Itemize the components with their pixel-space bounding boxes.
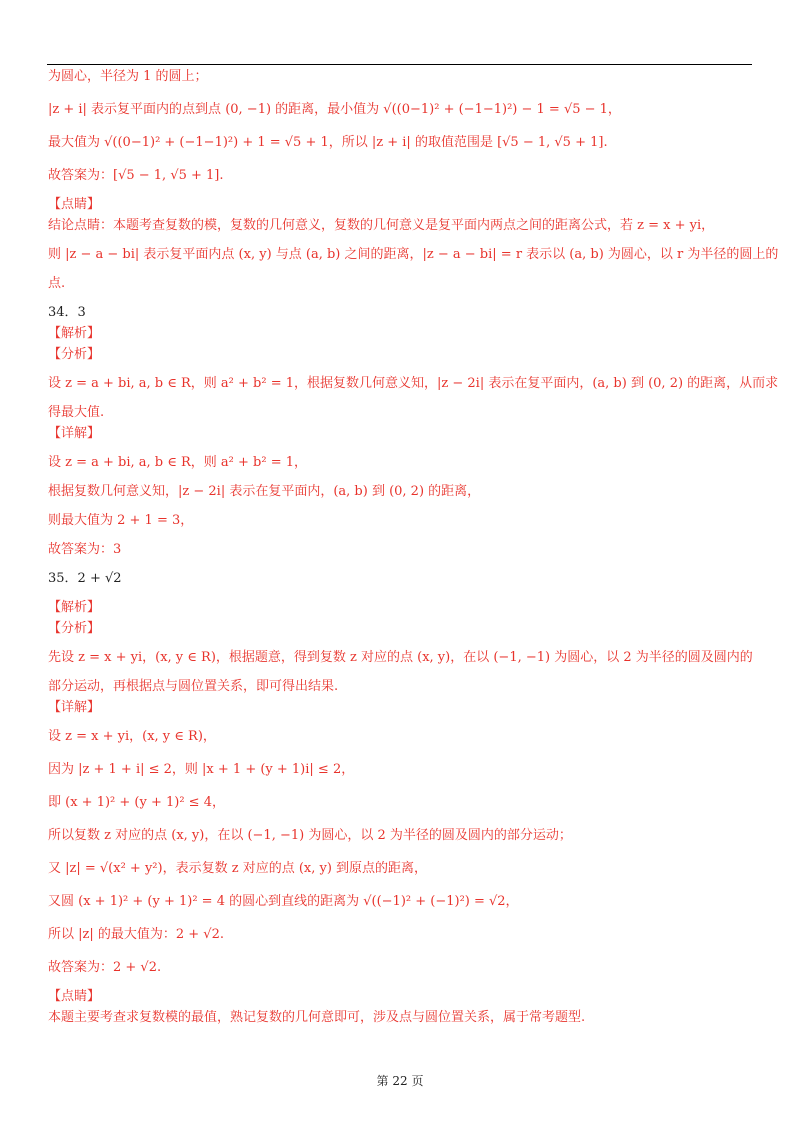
- text-line: 【解析】: [48, 600, 101, 615]
- text-line: 即 (x + 1)² + (y + 1)² ≤ 4，: [48, 795, 225, 810]
- text-line: 所以复数 z 对应的点 (x, y)，在以 (−1, −1) 为圆心，以 2 为半径的圆及圆内的部分运动；: [48, 828, 572, 843]
- text-line: 【点睛】: [48, 197, 101, 212]
- text-line: |z + i| 表示复平面内的点到点 (0, −1) 的距离，最小值为 √((0−1)² + (−1−1)²) − 1 = √5 − 1，: [48, 102, 621, 117]
- text-line: 则最大值为 2 + 1 = 3，: [48, 513, 194, 528]
- text-line: 又圆 (x + 1)² + (y + 1)² = 4 的圆心到直线的距离为 √((−1)² + (−1)²) = √2，: [48, 894, 519, 909]
- text-line: 为圆心，半径为 1 的圆上；: [48, 69, 208, 84]
- text-line: 故答案为：2 + √2.: [48, 960, 162, 975]
- text-line: 【分析】: [48, 347, 101, 362]
- text-line: 根据复数几何意义知，|z − 2i| 表示在复平面内，(a, b) 到 (0, 2) 的距离，: [48, 484, 481, 499]
- text-line: 所以 |z| 的最大值为：2 + √2.: [48, 927, 224, 942]
- text-line: 【详解】: [48, 426, 101, 441]
- text-line: 本题主要考查求复数模的最值，熟记复数的几何意即可，涉及点与圆位置关系，属于常考题型.: [48, 1010, 586, 1025]
- text-line: 【解析】: [48, 326, 101, 341]
- text-line: 【详解】: [48, 700, 101, 715]
- page-number: 第 22 页: [376, 1074, 424, 1088]
- text-line: 先设 z = x + yi，(x, y ∈ R)，根据题意，得到复数 z 对应的点 (x, y)，在以 (−1, −1) 为圆心，以 2 为半径的圆及圆内的: [48, 650, 753, 665]
- document-body: [48, 66, 779, 1028]
- header-rule: [47, 64, 752, 65]
- text-line: 故答案为：[√5 − 1, √5 + 1].: [48, 168, 224, 183]
- text-line: 【点睛】: [48, 989, 101, 1004]
- text-line: 设 z = a + bi, a, b ∈ R，则 a² + b² = 1，根据复数几何意义知，|z − 2i| 表示在复平面内，(a, b) 到 (0, 2) 的距离，从而求: [48, 376, 779, 391]
- text-line: 得最大值.: [48, 405, 105, 420]
- text-line: 设 z = a + bi, a, b ∈ R，则 a² + b² = 1，: [48, 455, 308, 470]
- text-line: 34．3: [48, 305, 86, 320]
- text-line: 最大值为 √((0−1)² + (−1−1)²) + 1 = √5 + 1，所以 |z + i| 的取值范围是 [√5 − 1, √5 + 1].: [48, 135, 608, 150]
- text-line: 点.: [48, 276, 66, 291]
- text-line: 故答案为：3: [48, 542, 122, 557]
- text-line: 设 z = x + yi，(x, y ∈ R)，: [48, 729, 216, 744]
- text-line: 则 |z − a − bi| 表示复平面内点 (x, y) 与点 (a, b) 之间的距离，|z − a − bi| = r 表示以 (a, b) 为圆心，以 r 为半径的圆上的: [48, 247, 779, 262]
- text-line: 结论点睛：本题考查复数的模，复数的几何意义，复数的几何意义是复平面内两点之间的距离公式，若 z = x + yi，: [48, 218, 715, 233]
- text-line: 又 |z| = √(x² + y²)，表示复数 z 对应的点 (x, y) 到原点的距离，: [48, 861, 428, 876]
- text-line: 部分运动，再根据点与圆位置关系，即可得出结果.: [48, 679, 339, 694]
- text-line: 35．2 + √2: [48, 571, 122, 586]
- text-line: 因为 |z + 1 + i| ≤ 2，则 |x + 1 + (y + 1)i| ≤ 2，: [48, 762, 355, 777]
- text-line: 【分析】: [48, 621, 101, 636]
